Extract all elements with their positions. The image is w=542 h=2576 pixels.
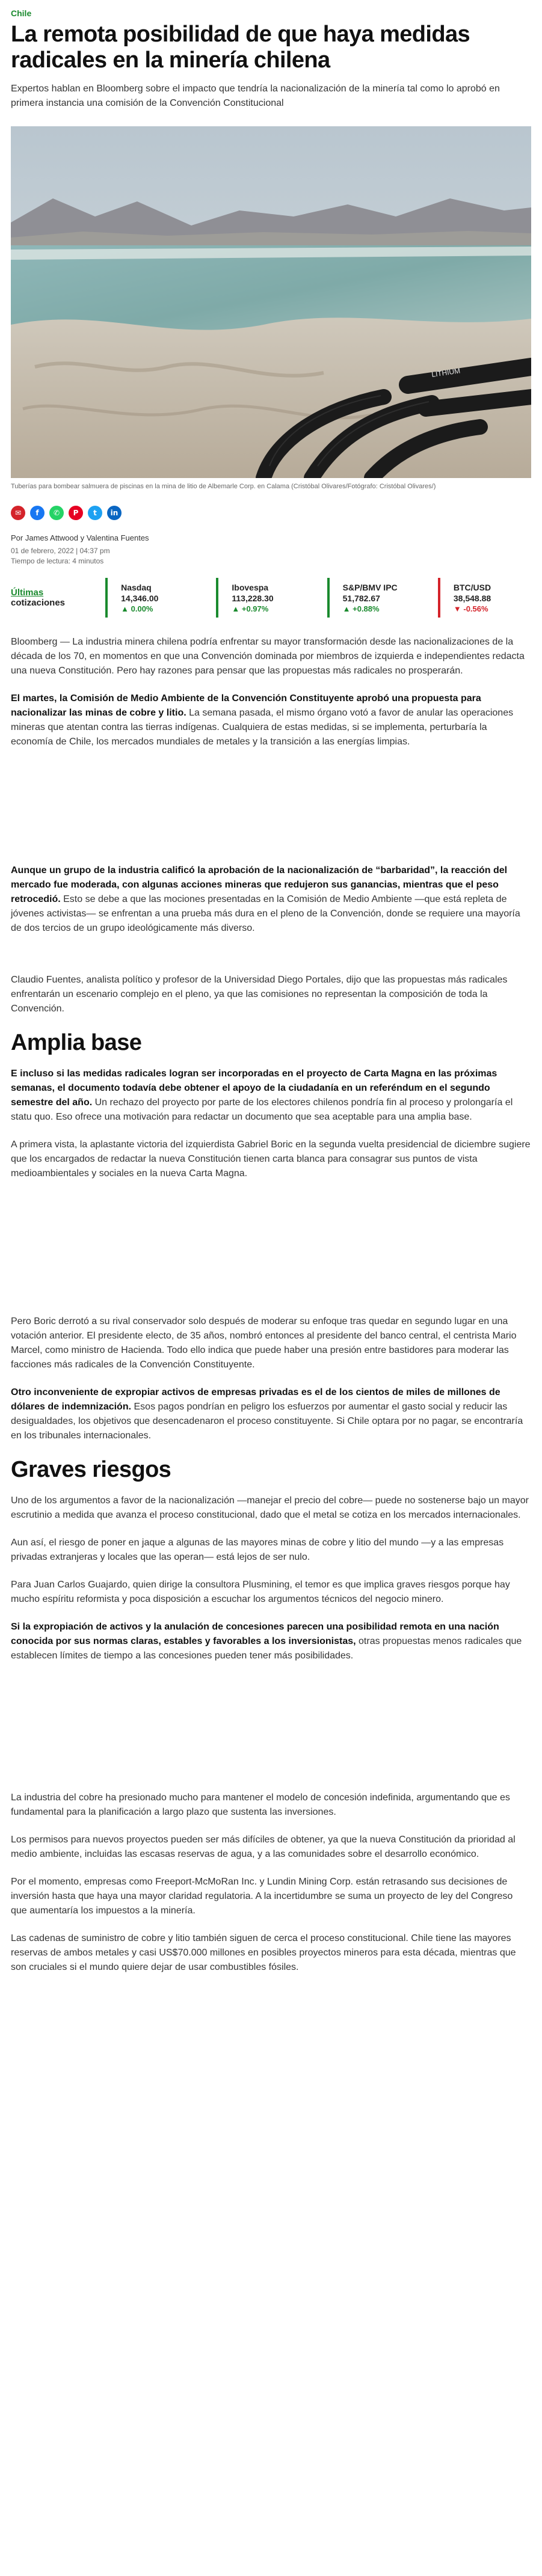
- paragraph: A primera vista, la aplastante victoria del izquierdista Gabriel Boric en la segunda vuelta presidencial de diciembre sugiere que los encargados de redactar la nueva Constitución tienen carta blanca para consagrar sus puntos de vista medioambientales y sociales en la nueva Carta Magna.: [11, 1139, 531, 1179]
- paragraph: [11, 863, 531, 936]
- ticker-item[interactable]: [420, 576, 531, 619]
- arrow-up-icon: ▲: [121, 604, 129, 613]
- ticker-item-body: [232, 583, 292, 613]
- paragraph: [11, 1620, 531, 1663]
- section-heading: Graves riesgos: [11, 1457, 171, 1482]
- ticker-change-value: +0.97%: [241, 604, 269, 613]
- ticker-label-sub: cotizaciones: [11, 598, 66, 608]
- ticker-bar: [105, 578, 108, 618]
- paragraph: Claudio Fuentes, analista político y profesor de la Universidad Diego Portales, dijo que las propuestas más radicales enfrentarán un escenario complejo en el pleno, ya que las comisiones no representan la composición de toda la Convención.: [11, 975, 508, 1014]
- ticker-change: [121, 604, 181, 613]
- paragraph: Por el momento, empresas como Freeport-McMoRan Inc. y Lundin Mining Corp. están retrasando sus decisiones de inversión hasta que haya una mayor claridad regulatoria. A la incertidumbre se suma un proyecto de ley del Congreso que aumentaría los impuestos a la minería.: [11, 1877, 513, 1916]
- bold-lead: El martes, la Comisión de Medio Ambiente de la Convención Constituyente aprobó una propuesta para nacionalizar las minas de cobre y litio.: [11, 693, 481, 718]
- paragraph: Bloomberg — La industria minera chilena podría enfrentar su mayor transformación desde las nacionalizaciones de la década de los 70, en momentos en que una Convención dominada por miembros de izquierda e independientes redacta una nueva Constitución. Pero hay razones para pensar que las propuestas más radicales no prosperarán.: [11, 637, 525, 676]
- paragraph: Para Juan Carlos Guajardo, quien dirige la consultora Plusmining, el temor es que implica graves riesgos porque hay mucho espíritu reformista y poca disposición a escuchar los argumentos técnicos del negocio minero.: [11, 1580, 510, 1604]
- ticker-item[interactable]: [199, 576, 309, 619]
- linkedin-icon[interactable]: in: [107, 506, 122, 520]
- paragraph: Los permisos para nuevos proyectos pueden ser más difíciles de obtener, ya que la nueva Constitución da prioridad al medio ambiente, incluidas las escasas reservas de agua, y a las comunidades sobre el desarrollo económico.: [11, 1835, 516, 1859]
- ticker-value: 38,548.88: [453, 593, 491, 603]
- arrow-up-icon: ▲: [342, 604, 351, 613]
- paragraph: Pero Boric derrotó a su rival conservador solo después de moderar su enfoque tras quedar en segundo lugar en una votación anterior. El presidente electo, de 35 años, nombró entonces al presidente del banco central, el centrista Mario Marcel, como ministro de Hacienda. Todo ello indica que puede haber una presión entre bastidores para moderar las facciones más radicales de la Convención Constituyente.: [11, 1316, 517, 1370]
- pinterest-icon[interactable]: P: [69, 506, 83, 520]
- ticker-name: Nasdaq: [121, 582, 152, 592]
- whatsapp-icon[interactable]: ✆: [49, 506, 64, 520]
- ticker-change-value: +0.88%: [353, 604, 380, 613]
- ticker-value: 113,228.30: [232, 593, 274, 603]
- bold-lead: Otro inconveniente de expropiar activos de empresas privadas es el de los cientos de miles de millones de dólares de indemnización.: [11, 1387, 500, 1412]
- author-byline: Por James Attwood y Valentina Fuentes: [11, 533, 149, 542]
- ticker-change-value: 0.00%: [131, 604, 153, 613]
- paragraph: Las cadenas de suministro de cobre y litio también siguen de cerca el proceso constitucional. Chile tiene las mayores reservas de ambos metales y casi US$70.000 millones en posibles proyectos mineros para esta década, mientras que son cruciales si el mundo quiere dejar de usar combustibles fósiles.: [11, 1933, 516, 1972]
- arrow-up-icon: ▲: [232, 604, 240, 613]
- paragraph: Aun así, el riesgo de poner en jaque a algunas de las mayores minas de cobre y litio del mundo —y a las empresas privadas extranjeras y locales que las operan— está lejos de ser nulo.: [11, 1538, 504, 1562]
- article-dek: Expertos hablan en Bloomberg sobre el impacto que tendría la nacionalización de la minería tal como lo aprobó en primera instancia una comisión de la Convención Constitucional: [11, 84, 500, 108]
- paragraph: Uno de los argumentos a favor de la nacionalización —manejar el precio del cobre— puede no sostenerse bajo un mayor escrutinio a medida que avanza el proceso constitucional, dado que el metal se cotiza en los mercados internacionales.: [11, 1495, 529, 1520]
- facebook-icon[interactable]: f: [30, 506, 45, 520]
- ticker-change-value: -0.56%: [463, 604, 488, 613]
- ticker-cells: [88, 576, 531, 619]
- hero-photo: [11, 126, 531, 478]
- ticker-change: [454, 604, 514, 613]
- hero-image: [11, 126, 531, 478]
- ticker-bar: [216, 578, 218, 618]
- paragraph-text: Esos pagos pondrían en peligro los esfuerzos por aumentar el gasto social y reducir las desigualdades, los objetivos que desencadenaron el proceso constituyente. Si Chile optara por no pagar, se encontraría en los tribunales internacionales.: [11, 1402, 523, 1441]
- ticker-name: Ibovespa: [232, 582, 269, 592]
- ad-slot: [11, 762, 531, 863]
- ticker-item-body: [343, 583, 403, 613]
- share-bar: [11, 506, 531, 520]
- market-ticker: [11, 576, 531, 619]
- mail-icon[interactable]: ✉: [11, 506, 25, 520]
- bold-lead: E incluso si las medidas radicales logran ser incorporadas en el proyecto de Carta Magna en las próximas semanas, el documento todavía debe obtener el apoyo de la ciudadanía en un referéndum en el segundo semestre del año.: [11, 1069, 497, 1108]
- paragraph: [11, 692, 531, 749]
- ticker-item[interactable]: [310, 576, 420, 619]
- ticker-bar: [438, 578, 440, 618]
- ticker-label: [11, 576, 88, 619]
- paragraph-text: Esto se debe a que las mociones presentadas en la Comisión de Medio Ambiente —que está repleta de jóvenes activistas— se enfrentan a una prueba más dura en el pleno de la Convención, donde se requiere una mayoría de dos tercios de un grupo ideológicamente más diverso.: [11, 894, 520, 933]
- ad-slot: [11, 1194, 531, 1314]
- paragraph-text: otras propuestas menos radicales que establecen límites de tiempo a las concesiones pueden tener más posibilidades.: [11, 1636, 522, 1661]
- ad-slot: [11, 949, 531, 973]
- twitter-icon[interactable]: t: [88, 506, 102, 520]
- article-headline: La remota posibilidad de que haya medidas radicales en la minería chilena: [11, 22, 470, 73]
- ticker-name: S&P/BMV IPC: [342, 582, 398, 592]
- hose-sign-text: LITHIUM: [431, 366, 461, 379]
- ticker-change: [232, 604, 292, 613]
- paragraph-text: Un rechazo del proyecto por parte de los electores chilenos pondría fin al proceso y prolongaría el statu quo. Eso ofrece una motivación para redactar un documento que sea aceptable para una amplia base.: [11, 1097, 513, 1122]
- article-body: [11, 635, 531, 1975]
- ticker-bar: [327, 578, 330, 618]
- paragraph: [11, 1067, 531, 1124]
- paragraph: [11, 1385, 531, 1443]
- ticker-label-link[interactable]: Últimas: [11, 587, 44, 598]
- reading-time: Tiempo de lectura: 4 minutos: [11, 557, 104, 565]
- paragraph-text: La semana pasada, el mismo órgano votó a favor de anular las operaciones mineras que atentan contra las tierras indígenas. Cualquiera de estas medidas, si se implementa, perturbaría la economía de Chile, los mercados mundiales de metales y la transición a las energías limpias.: [11, 708, 514, 747]
- arrow-down-icon: ▼: [453, 604, 461, 613]
- image-caption: Tuberías para bombear salmuera de piscinas en la mina de litio de Albemarle Corp. en Calama (Cristóbal Olivares/Fotógrafo: Cristóbal Olivares/): [11, 483, 436, 490]
- ticker-value: 51,782.67: [342, 593, 380, 603]
- ticker-item-body: [121, 583, 181, 613]
- ticker-item-body: [454, 583, 514, 613]
- publish-date: 01 de febrero, 2022 | 04:37 pm: [11, 547, 110, 555]
- bold-lead: Si la expropiación de activos y la anulación de concesiones parecen una posibilidad remota en una nación conocida por sus normas claras, estables y favorables a los inversionistas,: [11, 1622, 499, 1646]
- ticker-change: [343, 604, 403, 613]
- ticker-item[interactable]: [88, 576, 199, 619]
- ad-slot: [11, 1676, 531, 1791]
- section-heading: Amplia base: [11, 1030, 142, 1055]
- ticker-name: BTC/USD: [453, 582, 491, 592]
- bold-lead: Aunque un grupo de la industria calificó la aprobación de la nacionalización de “barbaridad”, la reacción del mercado fue moderada, con algunas acciones mineras que redujeron sus ganancias, mientras que el peso retrocedió.: [11, 865, 508, 904]
- category-link[interactable]: Chile: [11, 8, 32, 18]
- paragraph: La industria del cobre ha presionado mucho para mantener el modelo de concesión indefinida, argumentando que es fundamental para la planificación a largo plazo que sustenta las inversiones.: [11, 1792, 510, 1817]
- ticker-value: 14,346.00: [121, 593, 159, 603]
